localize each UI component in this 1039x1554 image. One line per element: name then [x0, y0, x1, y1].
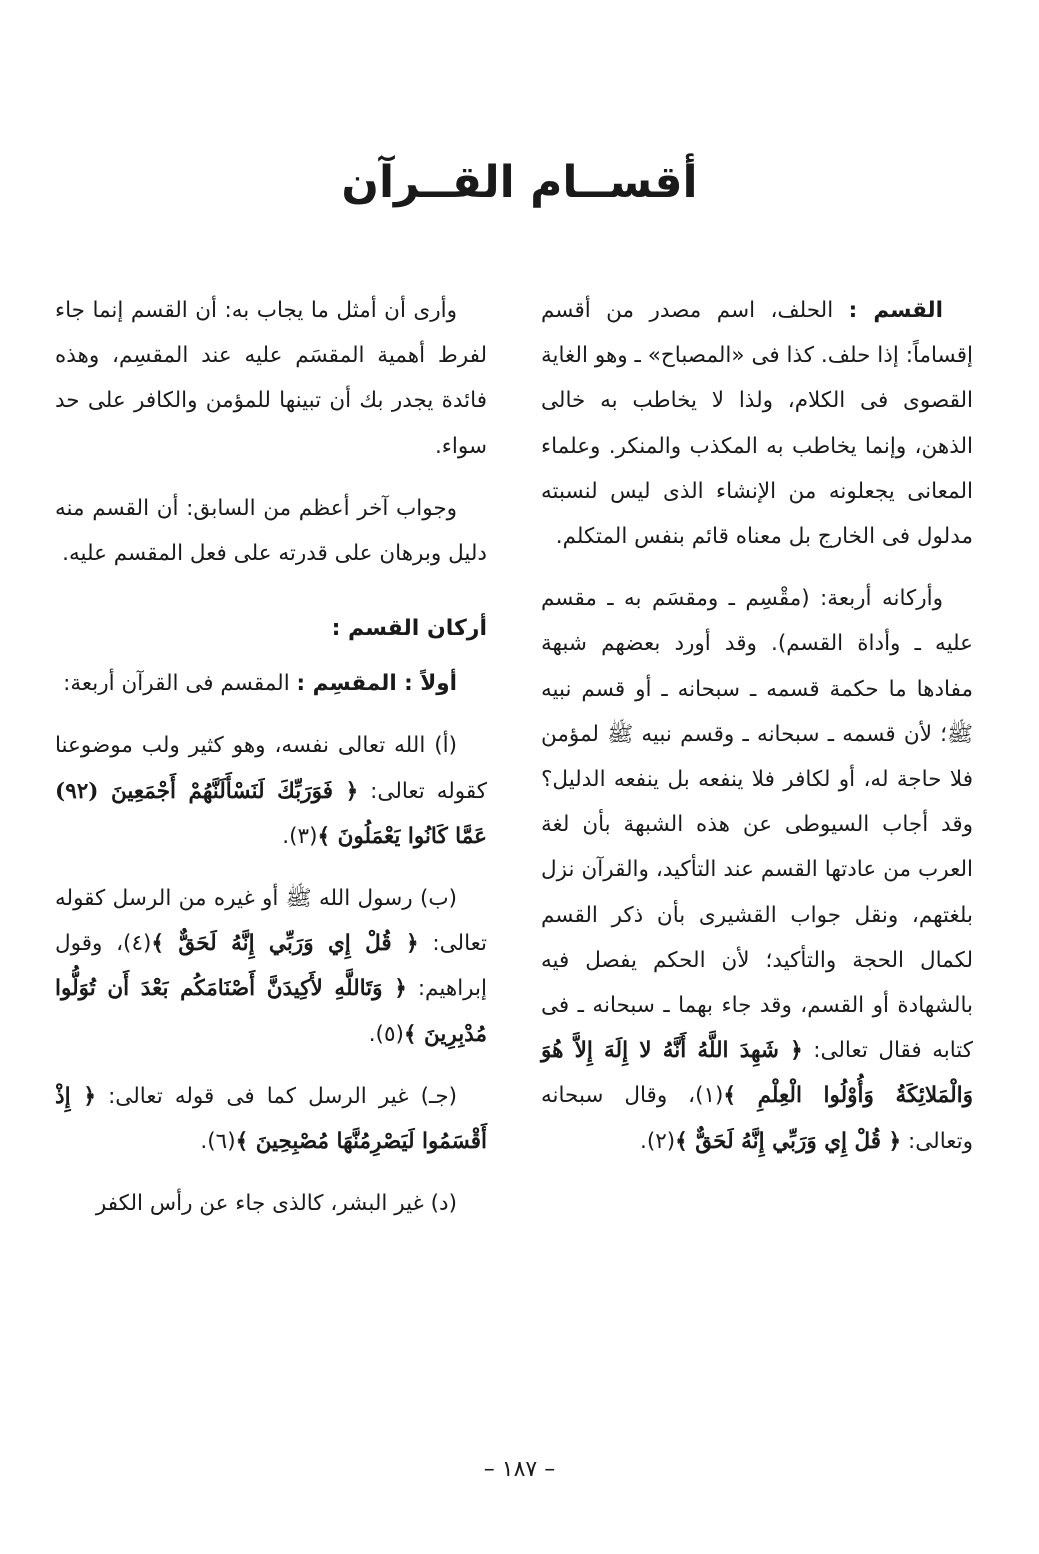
quran-verse: ﴿ قُلْ إِي وَرَبِّي إِنَّهُ لَحَقٌّ ﴾ — [675, 1128, 902, 1154]
list-item-d: (د) غير البشر، كالذى جاء عن رأس الكفر — [95, 1191, 457, 1217]
list-item-c — [55, 1074, 487, 1164]
quran-verse: ﴿ وَتَاللَّهِ لأَكِيدَنَّ أَصْنَامَكُم بَعْدَ أَن تُوَلُّوا مُدْبِرِينَ ﴾ — [55, 976, 487, 1047]
footnote-ref: (٣). — [282, 823, 318, 849]
footnote-ref: (٥). — [368, 1021, 404, 1047]
paragraph-text: وقول إبراهيم: — [55, 931, 487, 1002]
paragraph-text: (ب) رسول الله ﷺ أو غيره من الرسل كقوله تعالى: — [55, 886, 487, 957]
page-number: – ١٨٧ – — [483, 1457, 556, 1482]
paragraph-text: ، وقال سبحانه وتعالى: — [541, 1083, 973, 1154]
quran-verse: ﴿ فَوَرَبِّكَ لَنَسْأَلَنَّهُمْ أَجْمَعِينَ (٩٢) عَمَّا كَانُوا يَعْمَلُونَ ﴾ — [55, 778, 487, 849]
footnote-ref: (٢). — [639, 1128, 676, 1154]
paragraph-text: (أ) الله تعالى نفسه، وهو كثير ولب موضوعنا كقوله تعالى: — [55, 733, 487, 804]
term-qasam: القسم : — [848, 298, 943, 323]
footnote-ref: (٤)، — [116, 931, 152, 957]
paragraph-text: (جـ) غير الرسل كما فى قوله تعالى: — [95, 1083, 457, 1109]
paragraph-first-muqsim — [55, 661, 487, 706]
quran-verse: ﴿ شَهِدَ اللَّهُ أَنَّهُ لا إِلَهَ إِلاَّ هُوَ وَالْمَلائِكَةُ وَأُوْلُوا الْعِلْمِ ﴾ — [541, 1038, 973, 1109]
footnote-ref: (٦). — [200, 1129, 236, 1155]
paragraph-text: وأركانه أربعة: (مقْسِم ـ ومقسَم به ـ مقسم عليه ـ وأداة القسم). وقد أورد بعضهم شبهة مفادها ما حكمة قسمه ـ سبحانه ـ أو قسم نبيه ﷺ؛ لأن قسمه ـ سبحانه ـ وقسم نبيه ﷺ لمؤمن فلا حاجة له، أو لكافر فلا ينفعه بل ينفعه الدليل؟ وقد أجاب السيوطى عن هذه الشبهة بأن لغة العرب من عادتها القسم عند التأكيد، والقرآن نزل بلغتهم، ونقل جواب القشيرى بأن ذكر القسم لكمال الحجة والتأكيد؛ لأن الحكم يفصل فيه بالشهادة أو القسم، وقد جاء بهما ـ سبحانه ـ فى كتابه فقال تعالى: — [541, 586, 973, 1064]
paragraph-text: المقسم فى القرآن أربعة: — [63, 671, 297, 697]
section-heading: أركان القسم : — [331, 616, 487, 642]
list-item-b — [55, 876, 487, 1057]
paragraph-answer-1: وأرى أن أمثل ما يجاب به: أن القسم إنما جاء لفرط أهمية المقسَم عليه عند المقسِم، وهذه فائدة يجدر بك أن تبينها للمؤمن والكافر على حد سواء. — [55, 298, 487, 459]
quran-verse: ﴿ إِذْ أَقْسَمُوا لَيَصْرِمُنَّهَا مُصْبِحِينَ ﴾ — [55, 1083, 487, 1155]
page-title: أقســام القــرآن — [341, 157, 698, 208]
paragraph-arkan — [541, 576, 973, 1164]
paragraph-qasam-definition — [541, 288, 973, 559]
left-column — [55, 288, 487, 1243]
term-muqsim: أولاً : المقسِم : — [296, 671, 457, 697]
right-column — [541, 288, 973, 1181]
list-item-a — [55, 723, 487, 859]
footnote-ref: (١) — [695, 1083, 724, 1109]
quran-verse: ﴿ قُلْ إِي وَرَبِّي إِنَّهُ لَحَقٌّ ﴾ — [151, 931, 419, 957]
paragraph-answer-2: وجواب آخر أعظم من السابق: أن القسم منه دليل وبرهان على قدرته على فعل المقسم عليه. — [55, 495, 487, 567]
paragraph-text: الحلف، اسم مصدر من أقسم إقساماً: إذا حلف. كذا فى «المصباح» ـ وهو الغاية القصوى فى الكلام، ولذا لا يخاطب به خالى الذهن، وإنما يخاطب به المكذب والمنكر. وعلماء المعانى يجعلونه من الإنشاء الذى ليس لنسبته مدلول فى الخارج بل معناه قائم بنفس المتكلم. — [541, 298, 973, 550]
